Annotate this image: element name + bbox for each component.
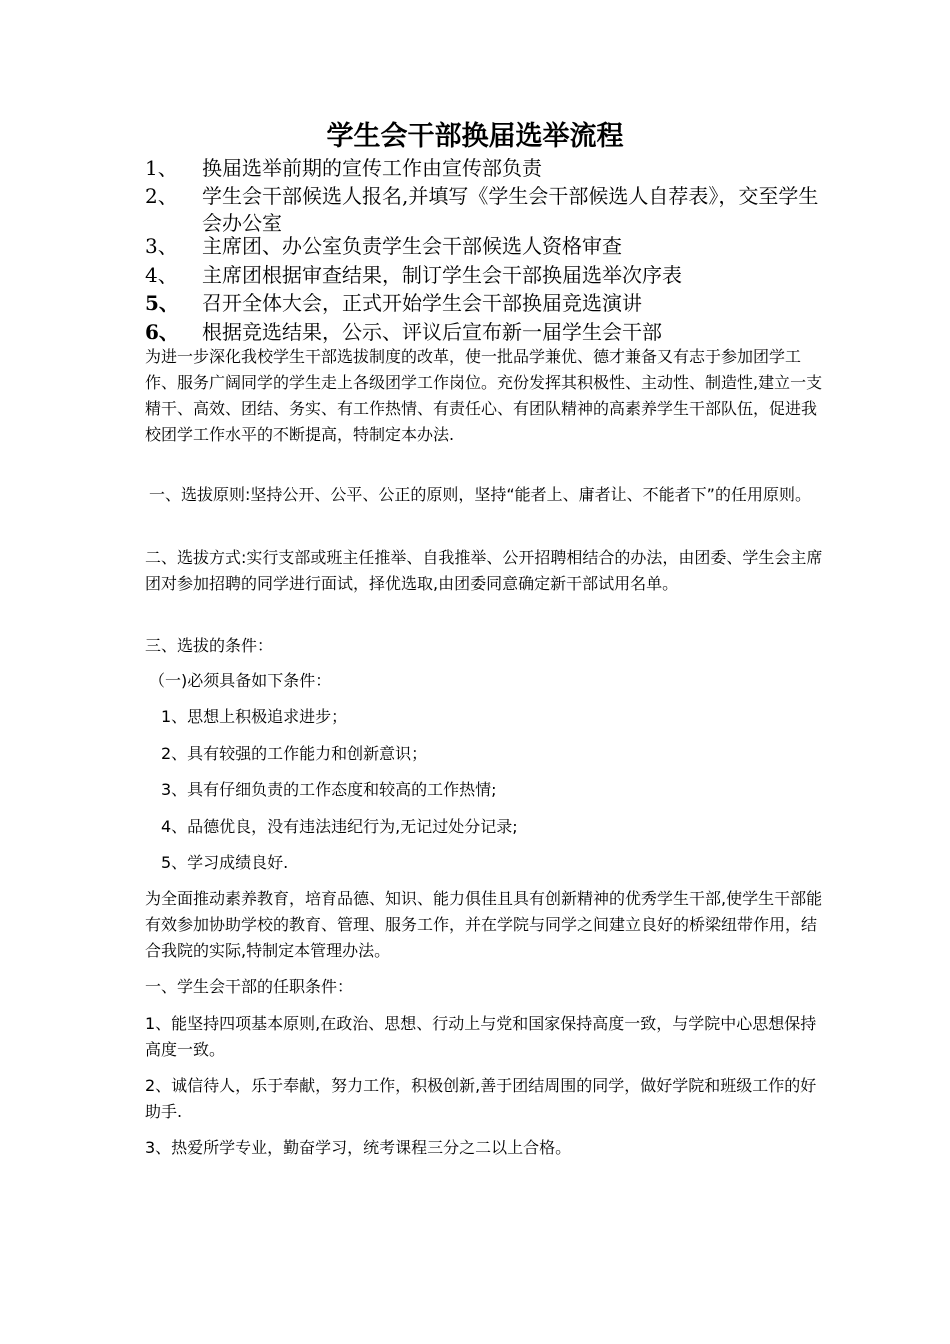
step-number: 5、	[145, 291, 179, 315]
step-text: 换届选举前期的宣传工作由宣传部负责	[202, 156, 542, 180]
tenure-condition-item: 1、能坚持四项基本原则,在政治、思想、行动上与党和国家保持高度一致，与学院中心思想保持高度一致。	[145, 1014, 817, 1059]
step-number: 6、	[145, 320, 179, 344]
process-step-6	[145, 319, 835, 346]
required-condition-item: 4、品德优良，没有违法违纪行为,无记过处分记录;	[161, 817, 518, 836]
tenure-condition-item: 2、诚信待人，乐于奉献，努力工作，积极创新,善于团结周围的同学，做好学院和班级工作的好助手.	[145, 1076, 817, 1121]
selection-principle: 一、选拔原则:坚持公开、公平、公正的原则，坚持“能者上、庸者让、不能者下”的任用原则。	[149, 485, 811, 504]
step-number: 4、	[145, 263, 178, 287]
step-text: 根据竞选结果，公示、评议后宣布新一届学生会干部	[202, 320, 662, 344]
process-step-1	[145, 155, 835, 182]
process-step-5	[145, 290, 835, 317]
process-step-3	[145, 233, 835, 260]
step-text: 召开全体大会，正式开始学生会干部换届竞选演讲	[202, 291, 642, 315]
required-condition-item: 1、思想上积极追求进步；	[161, 707, 348, 726]
intro-paragraph: 为进一步深化我校学生干部选拔制度的改革，使一批品学兼优、德才兼备又有志于参加团学工作、服务广阔同学的学生走上各级团学工作岗位。充份发挥其积极性、主动性、制造性,建立一支精干、高效、团结、务实、有工作热情、有责任心、有团队精神的高素养学生干部队伍，促进我校团学工作水平的不断提高，特制定本办法.	[145, 347, 823, 444]
step-text: 主席团、办公室负责学生会干部候选人资格审查	[202, 234, 622, 258]
process-step-2	[145, 183, 835, 237]
required-condition-item: 3、具有仔细负责的工作态度和较高的工作热情;	[161, 780, 497, 799]
step-number: 2、	[145, 184, 178, 208]
step-number: 3、	[145, 234, 178, 258]
process-step-4	[145, 262, 835, 289]
step-number: 1、	[145, 156, 178, 180]
required-condition-item: 2、具有较强的工作能力和创新意识；	[161, 744, 428, 763]
step-text: 主席团根据审查结果，制订学生会干部换届选举次序表	[202, 263, 682, 287]
step-text: 学生会干部候选人报名,并填写《学生会干部候选人自荐表》，交至学生会办公室	[202, 184, 819, 235]
required-conditions-heading: （一)必须具备如下条件：	[149, 671, 332, 690]
tenure-conditions-heading: 一、学生会干部的任职条件：	[145, 977, 354, 996]
selection-method: 二、选拔方式:实行支部或班主任推举、自我推举、公开招聘相结合的办法，由团委、学生会主席团对参加招聘的同学进行面试，择优选取,由团委同意确定新干部试用名单。	[145, 548, 823, 593]
document-title: 学生会干部换届选举流程	[326, 121, 624, 152]
conditions-heading: 三、选拔的条件：	[145, 636, 274, 655]
required-condition-item: 5、学习成绩良好.	[161, 853, 289, 872]
tenure-condition-item: 3、热爱所学专业，勤奋学习，统考课程三分之二以上合格。	[145, 1138, 572, 1157]
management-intro-paragraph: 为全面推动素养教育，培育品德、知识、能力俱佳且具有创新精神的优秀学生干部,使学生干部能有效参加协助学校的教育、管理、服务工作，并在学院与同学之间建立良好的桥梁纽带作用，结合我院的实际,特制定本管理办法。	[145, 889, 823, 960]
